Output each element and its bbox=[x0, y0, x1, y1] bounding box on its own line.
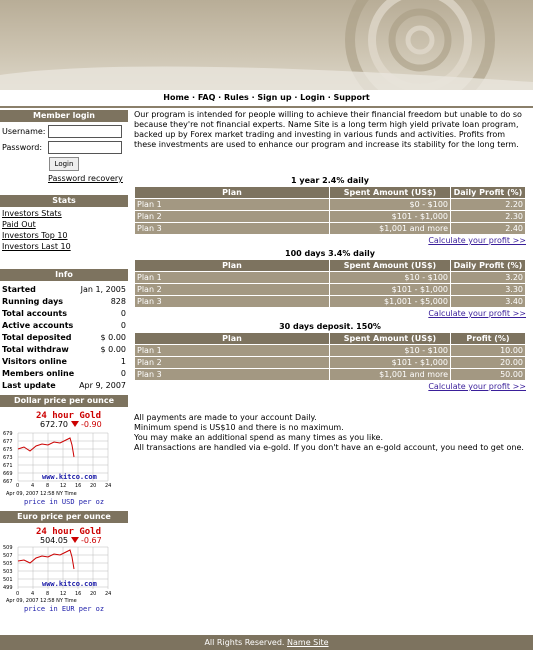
gold-usd-x-tick: 4 bbox=[31, 483, 35, 489]
gold-eur-site: www.kitco.com bbox=[42, 580, 97, 588]
plan-profit: 3.20 bbox=[451, 272, 525, 283]
plan-profit: 10.00 bbox=[451, 345, 525, 356]
investors-last-10-link[interactable]: Investors Last 10 bbox=[2, 242, 71, 251]
info-value: 0 bbox=[120, 368, 126, 378]
nav-separator: · bbox=[248, 93, 258, 102]
gold-usd-y-tick: 673 bbox=[3, 455, 13, 461]
login-heading: Member login bbox=[0, 110, 128, 122]
col-amount: Spent Amount (US$) bbox=[330, 187, 450, 198]
col-profit: Profit (%) bbox=[451, 333, 525, 344]
gold-eur-x-tick: 12 bbox=[60, 591, 67, 597]
plan-name: Plan 1 bbox=[135, 199, 329, 210]
plan-amount: $1,001 and more bbox=[330, 369, 450, 380]
sidebar bbox=[0, 110, 128, 613]
gold-eur-y-tick: 501 bbox=[3, 577, 13, 583]
gold-usd-x-tick: 16 bbox=[75, 483, 82, 489]
col-plan: Plan bbox=[135, 260, 329, 271]
gold-eur-chart bbox=[2, 525, 126, 613]
username-input[interactable] bbox=[48, 125, 122, 138]
nav-login[interactable]: Login bbox=[300, 93, 325, 102]
plan-amount: $1,001 - $5,000 bbox=[330, 296, 450, 307]
table-row bbox=[135, 223, 525, 234]
gold-usd-x-tick: 24 bbox=[105, 483, 112, 489]
table-row bbox=[135, 284, 525, 295]
gold-usd-y-tick: 679 bbox=[3, 431, 13, 437]
gold-usd-date: Apr 09, 2007 12:58 NY Time bbox=[6, 491, 77, 497]
info-row bbox=[0, 319, 128, 331]
username-row bbox=[2, 125, 126, 138]
table-row bbox=[135, 211, 525, 222]
stats-heading: Stats bbox=[0, 195, 128, 207]
info-key: Total withdraw bbox=[2, 344, 69, 354]
col-profit: Daily Profit (%) bbox=[451, 187, 525, 198]
info-value: Jan 1, 2005 bbox=[80, 284, 126, 294]
gold-usd-change: -0.90 bbox=[81, 420, 102, 429]
gold-usd-title: 24 hour Gold bbox=[36, 411, 102, 421]
gold-usd-x-tick: 8 bbox=[46, 483, 50, 489]
gold-eur-y-tick: 503 bbox=[3, 569, 13, 575]
info-table bbox=[0, 283, 128, 391]
plan-title: 1 year 2.4% daily bbox=[291, 176, 369, 185]
info-row bbox=[0, 283, 128, 295]
plan-header-row bbox=[135, 187, 525, 198]
gold-usd-x-tick: 20 bbox=[90, 483, 97, 489]
table-row bbox=[135, 272, 525, 283]
info-key: Total accounts bbox=[2, 308, 67, 318]
info-key: Visitors online bbox=[2, 356, 67, 366]
swirl-decoration bbox=[0, 0, 533, 90]
login-button[interactable]: Login bbox=[49, 157, 79, 171]
plan-title: 100 days 3.4% daily bbox=[285, 249, 375, 258]
nav-sign-up[interactable]: Sign up bbox=[257, 93, 292, 102]
plan-profit: 2.20 bbox=[451, 199, 525, 210]
nav-faq[interactable]: FAQ bbox=[197, 93, 216, 102]
info-row bbox=[0, 379, 128, 391]
gold-usd-y-tick: 675 bbox=[3, 447, 13, 453]
plan-name: Plan 3 bbox=[135, 223, 329, 234]
calculate-profit-link[interactable]: Calculate your profit >> bbox=[428, 236, 526, 245]
col-amount: Spent Amount (US$) bbox=[330, 333, 450, 344]
nav-divider bbox=[0, 106, 533, 108]
nav-separator: · bbox=[324, 93, 334, 102]
plan-profit: 50.00 bbox=[451, 369, 525, 380]
investors-top-10-link[interactable]: Investors Top 10 bbox=[2, 231, 68, 240]
note-line: All transactions are handled via e-gold. If you don't have an e-gold account, you need to get one. bbox=[134, 443, 524, 452]
plan-header-row bbox=[135, 260, 525, 271]
gold-usd-y-tick: 669 bbox=[3, 471, 13, 477]
info-row bbox=[0, 307, 128, 319]
plan-table bbox=[134, 332, 526, 381]
gold-eur-date: Apr 09, 2007 12:58 NY Time bbox=[6, 598, 77, 604]
investors-stats-link[interactable]: Investors Stats bbox=[2, 209, 62, 218]
plan-profit: 20.00 bbox=[451, 357, 525, 368]
info-row bbox=[0, 295, 128, 307]
info-key: Members online bbox=[2, 368, 75, 378]
note-line: You may make an additional spend as many times as you like. bbox=[134, 433, 384, 442]
nav-separator: · bbox=[189, 93, 198, 102]
plan-table bbox=[134, 186, 526, 235]
plan-profit: 3.40 bbox=[451, 296, 525, 307]
plan-amount: $10 - $100 bbox=[330, 345, 450, 356]
calculate-profit-link[interactable]: Calculate your profit >> bbox=[428, 382, 526, 391]
table-row bbox=[135, 345, 525, 356]
plan-table bbox=[134, 259, 526, 308]
main-content bbox=[134, 110, 526, 453]
gold-usd-x-tick: 0 bbox=[16, 483, 20, 489]
table-row bbox=[135, 199, 525, 210]
info-key: Total deposited bbox=[2, 332, 72, 342]
plan-profit: 2.30 bbox=[451, 211, 525, 222]
gold-usd-chart bbox=[2, 409, 126, 507]
col-plan: Plan bbox=[135, 187, 329, 198]
info-value: $ 0.00 bbox=[100, 332, 126, 342]
col-profit: Daily Profit (%) bbox=[451, 260, 525, 271]
password-input[interactable] bbox=[48, 141, 122, 154]
top-nav bbox=[0, 90, 533, 106]
gold-eur-x-tick: 4 bbox=[31, 591, 35, 597]
gold-eur-y-tick: 499 bbox=[3, 585, 13, 591]
gold-usd-y-tick: 671 bbox=[3, 463, 13, 469]
plan-name: Plan 2 bbox=[135, 357, 329, 368]
gold-eur-unit: price in EUR per oz bbox=[24, 605, 105, 613]
gold-eur-price: 504.05 bbox=[40, 536, 68, 545]
nav-separator: · bbox=[215, 93, 224, 102]
plan-profit: 2.40 bbox=[451, 223, 525, 234]
table-row bbox=[135, 357, 525, 368]
plan-profit: 3.30 bbox=[451, 284, 525, 295]
nav-separator: · bbox=[291, 93, 301, 102]
info-value: 1 bbox=[120, 356, 126, 366]
footer-site-link[interactable]: Name Site bbox=[287, 638, 329, 647]
info-value: 0 bbox=[120, 308, 126, 318]
plan-name: Plan 3 bbox=[135, 296, 329, 307]
gold-usd-site: www.kitco.com bbox=[42, 473, 97, 481]
gold-usd-y-tick: 677 bbox=[3, 439, 13, 445]
info-row bbox=[0, 331, 128, 343]
info-key: Started bbox=[2, 284, 36, 294]
payment-notes bbox=[134, 413, 526, 453]
dollar-price-heading: Dollar price per ounce bbox=[0, 395, 128, 407]
plan-amount: $101 - $1,000 bbox=[330, 211, 450, 222]
plan-name: Plan 3 bbox=[135, 369, 329, 380]
info-key: Active accounts bbox=[2, 320, 74, 330]
col-plan: Plan bbox=[135, 333, 329, 344]
paid-out-link[interactable]: Paid Out bbox=[2, 220, 36, 229]
plan-name: Plan 2 bbox=[135, 284, 329, 295]
footer bbox=[0, 635, 533, 650]
plan-amount: $101 - $1,000 bbox=[330, 284, 450, 295]
info-row bbox=[0, 355, 128, 367]
info-key: Last update bbox=[2, 380, 56, 390]
nav-rules[interactable]: Rules bbox=[224, 93, 249, 102]
info-value: Apr 9, 2007 bbox=[79, 380, 126, 390]
plan-amount: $101 - $1,000 bbox=[330, 357, 450, 368]
col-amount: Spent Amount (US$) bbox=[330, 260, 450, 271]
gold-eur-y-tick: 505 bbox=[3, 561, 13, 567]
plan-title: 30 days deposit. 150% bbox=[279, 322, 381, 331]
gold-eur-x-tick: 16 bbox=[75, 591, 82, 597]
info-value: $ 0.00 bbox=[100, 344, 126, 354]
gold-eur-x-tick: 20 bbox=[90, 591, 97, 597]
plan-amount: $10 - $100 bbox=[330, 272, 450, 283]
table-row bbox=[135, 369, 525, 380]
gold-eur-x-tick: 24 bbox=[105, 591, 112, 597]
nav-support[interactable]: Support bbox=[333, 93, 370, 102]
password-row bbox=[2, 141, 126, 154]
plan-name: Plan 2 bbox=[135, 211, 329, 222]
gold-eur-y-tick: 507 bbox=[3, 553, 13, 559]
gold-eur-change: -0.67 bbox=[81, 536, 102, 545]
plan-amount: $1,001 and more bbox=[330, 223, 450, 234]
gold-eur-title: 24 hour Gold bbox=[36, 527, 102, 537]
password-label: Password: bbox=[2, 143, 43, 152]
info-heading: Info bbox=[0, 269, 128, 281]
plan-name: Plan 1 bbox=[135, 345, 329, 356]
gold-usd-x-tick: 12 bbox=[60, 483, 67, 489]
calculate-profit-link[interactable]: Calculate your profit >> bbox=[428, 309, 526, 318]
header-banner bbox=[0, 0, 533, 90]
plan-name: Plan 1 bbox=[135, 272, 329, 283]
euro-price-heading: Euro price per ounce bbox=[0, 511, 128, 523]
username-label: Username: bbox=[2, 127, 46, 136]
gold-usd-y-tick: 667 bbox=[3, 479, 13, 485]
gold-usd-unit: price in USD per oz bbox=[24, 498, 105, 506]
info-value: 0 bbox=[120, 320, 126, 330]
plan-header-row bbox=[135, 333, 525, 344]
gold-eur-x-tick: 0 bbox=[16, 591, 20, 597]
info-value: 828 bbox=[110, 296, 126, 306]
gold-usd-price: 672.70 bbox=[40, 420, 68, 429]
password-recovery-link[interactable]: Password recovery bbox=[48, 174, 123, 183]
nav-home[interactable]: Home bbox=[163, 93, 190, 102]
plan-amount: $0 - $100 bbox=[330, 199, 450, 210]
intro-text: Our program is intended for people willing to achieve their financial freedom but unable to do so because they're not financial experts. Name Site is a long term high yield private loan program, backed up by Forex market trading and investing in various funds and activities. Profits from these investments are used to enhance our program and increase its stability for the long term. bbox=[134, 110, 522, 149]
gold-eur-x-tick: 8 bbox=[46, 591, 50, 597]
info-key: Running days bbox=[2, 296, 64, 306]
note-line: Minimum spend is US$10 and there is no maximum. bbox=[134, 423, 344, 432]
gold-eur-y-tick: 509 bbox=[3, 545, 13, 551]
note-line: All payments are made to your account Daily. bbox=[134, 413, 317, 422]
footer-text: All Rights Reserved. bbox=[204, 638, 285, 647]
info-row bbox=[0, 343, 128, 355]
table-row bbox=[135, 296, 525, 307]
info-row bbox=[0, 367, 128, 379]
